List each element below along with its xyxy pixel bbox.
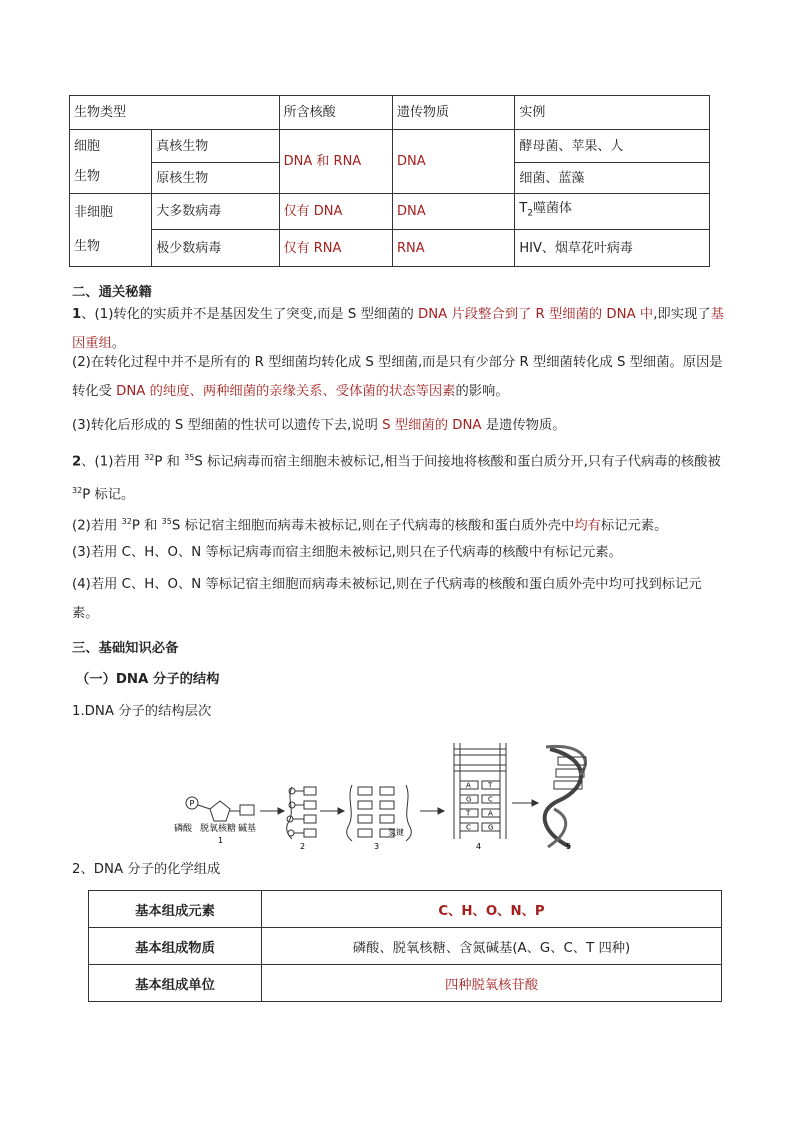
cellular-organism-group: 细胞 生物 — [70, 130, 152, 194]
most-virus-genetic-material: DNA — [392, 194, 514, 230]
paragraph-labeling-3: (3)若用 C、H、O、N 等标记病毒而宿主细胞未被标记,则只在子代病毒的核酸中有标记元素。 — [72, 545, 622, 560]
item-chemical-composition: 2、DNA 分子的化学组成 — [72, 862, 221, 877]
stage-number-5: 5 — [566, 842, 572, 851]
ladder-base-right-4: G — [488, 823, 494, 832]
paragraph-labeling-1: 2、(1)若用 $^{32}$P 和 $^{35}$S 标记病毒而宿主细胞未被标记,相当于间接地将核酸和蛋白质分开,只有子代病毒的核酸被 $^{32}$P 标记。 — [72, 453, 721, 503]
base-label: 碱基 — [238, 824, 257, 834]
cellular-nucleic-acid: DNA 和 RNA — [279, 130, 392, 194]
paragraph-transformation-2: (2)在转化过程中并不是所有的 R 型细菌均转化成 S 型细菌,而是只有少部分 R 型细菌转化成 S 型细菌。原因是转化受 DNA 的纯度、两种细菌的亲缘关系、受体菌的状态等因素的影响。 — [72, 355, 723, 399]
header-nucleic-acid: 所含核酸 — [279, 96, 392, 130]
base-rect — [240, 805, 254, 815]
composition-value: 四种脱氧核苷酸 — [262, 965, 722, 1002]
prokaryote-example: 细菌、蓝藻 — [515, 163, 710, 194]
phosphate-label: 磷酸 — [174, 824, 193, 834]
composition-value: 磷酸、脱氧核糖、含氮碱基(A、G、C、T 四种) — [262, 928, 722, 965]
stage-number-1: 1 — [218, 836, 224, 845]
dna-chemical-composition-table — [88, 890, 722, 1002]
eukaryote-example: 酵母菌、苹果、人 — [515, 130, 710, 163]
table-row — [89, 928, 722, 965]
ladder-base-left-4: C — [466, 823, 471, 832]
most-virus-example: $T_2$噬菌体 — [515, 194, 710, 230]
noncellular-organism-group: 非细胞 生物 — [70, 194, 152, 267]
few-virus-genetic-material: RNA — [392, 230, 514, 267]
organism-nucleic-acid-table — [69, 95, 710, 267]
ladder-base-right-2: C — [488, 795, 493, 804]
paragraph-transformation-3: (3)转化后形成的 S 型细菌的性状可以遗传下去,说明 S 型细菌的 DNA 是遗传物质。 — [72, 418, 566, 433]
header-genetic-material: 遗传物质 — [392, 96, 514, 130]
subsection-dna-structure: （一）DNA 分子的结构 — [76, 672, 220, 687]
paragraph-labeling-2: (2)若用 $^{32}$P 和 $^{35}$S 标记宿主细胞而病毒未被标记,则在子代病毒的核酸和蛋白质外壳中均有标记元素。 — [72, 517, 668, 534]
paragraph-transformation-1: 1、(1)转化的实质并不是基因发生了突变,而是 S 型细菌的 DNA 片段整合到了 R 型细菌的 DNA 中,即实现了基因重组。 — [72, 307, 724, 351]
most-virus-label: 大多数病毒 — [152, 194, 279, 230]
deoxyribose-label: 脱氧核糖 — [200, 824, 237, 834]
prokaryote-label: 原核生物 — [152, 163, 279, 194]
dna-structure-diagram — [170, 739, 570, 851]
few-virus-label: 极少数病毒 — [152, 230, 279, 267]
few-virus-example: HIV、烟草花叶病毒 — [515, 230, 710, 267]
ladder-base-right-1: T — [488, 781, 493, 790]
paragraph-labeling-4: (4)若用 C、H、O、N 等标记宿主细胞而病毒未被标记,则在子代病毒的核酸和蛋白质外壳中均可找到标记元素。 — [72, 577, 702, 621]
stage-number-4: 4 — [476, 842, 482, 851]
header-example: 实例 — [515, 96, 710, 130]
ladder-base-right-3: A — [488, 809, 493, 818]
header-organism-type: 生物类型 — [70, 96, 280, 130]
deoxyribose-pentagon — [210, 801, 230, 821]
hydrogen-bond-label: 氢键 — [388, 828, 404, 837]
ladder-base-left-2: G — [466, 795, 472, 804]
composition-key: 基本组成物质 — [89, 928, 262, 965]
composition-key: 基本组成元素 — [89, 891, 262, 928]
most-virus-nucleic-acid: 仅有 DNA — [279, 194, 392, 230]
few-virus-nucleic-acid: 仅有 RNA — [279, 230, 392, 267]
ladder-base-left-1: A — [466, 781, 471, 790]
table-row — [89, 965, 722, 1002]
ladder-base-left-3: T — [466, 809, 471, 818]
stage-number-3: 3 — [374, 842, 380, 851]
stage-number-2: 2 — [300, 842, 306, 851]
item-structure-levels: 1.DNA 分子的结构层次 — [72, 704, 212, 719]
section-2-title: 二、通关秘籍 — [72, 285, 152, 300]
composition-value: C、H、O、N、P — [262, 891, 722, 928]
section-3-title: 三、基础知识必备 — [72, 641, 179, 656]
eukaryote-label: 真核生物 — [152, 130, 279, 163]
composition-key: 基本组成单位 — [89, 965, 262, 1002]
cellular-genetic-material: DNA — [392, 130, 514, 194]
phosphate-p-label: P — [189, 799, 195, 808]
table-row — [89, 891, 722, 928]
